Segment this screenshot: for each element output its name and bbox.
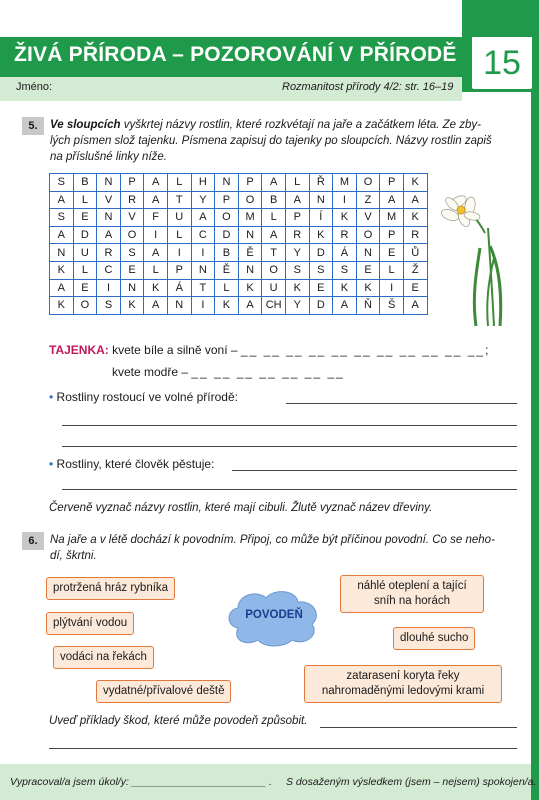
grid-cell[interactable]: A <box>50 226 74 244</box>
grid-cell[interactable]: I <box>191 297 215 315</box>
grid-cell[interactable]: A <box>50 191 74 209</box>
grid-cell[interactable]: D <box>309 244 333 262</box>
grid-cell[interactable]: A <box>144 191 168 209</box>
grid-cell[interactable]: L <box>167 174 191 192</box>
grid-cell[interactable]: S <box>50 174 74 192</box>
grid-cell[interactable]: Á <box>167 279 191 297</box>
tajenka-label: TAJENKA: <box>49 343 109 357</box>
grid-cell[interactable]: E <box>73 209 97 227</box>
task-6-text <box>50 532 520 564</box>
grid-cell[interactable]: P <box>380 226 404 244</box>
grid-cell[interactable]: I <box>333 191 357 209</box>
answer-line[interactable] <box>62 489 517 490</box>
grid-cell[interactable]: A <box>262 226 286 244</box>
page-title: ŽIVÁ PŘÍRODA – POZOROVÁNÍ V PŘÍRODĚ <box>14 43 457 66</box>
grid-cell[interactable]: V <box>356 209 380 227</box>
grid-cell[interactable]: M <box>333 174 357 192</box>
grid-cell[interactable]: Š <box>380 297 404 315</box>
cause-pill[interactable]: vodáci na řekách <box>53 646 154 669</box>
cause-pill[interactable]: plýtvání vodou <box>46 612 134 635</box>
answer-line[interactable] <box>49 748 517 749</box>
footer-left <box>10 776 272 788</box>
task-5-line1: vyškrtej názvy rostlin, které rozkvétají na jaře a začátkem léta. Ze zby- <box>120 119 481 131</box>
grid-cell[interactable]: R <box>285 226 309 244</box>
grid-cell[interactable]: I <box>191 244 215 262</box>
grid-cell[interactable]: K <box>215 297 239 315</box>
grid-cell[interactable]: K <box>50 261 74 279</box>
grid-cell[interactable]: A <box>144 174 168 192</box>
grid-cell[interactable]: B <box>262 191 286 209</box>
answer-line[interactable] <box>286 403 517 404</box>
grid-cell[interactable]: A <box>403 191 427 209</box>
bullet-wild-plants-label: Rostliny rostoucí ve volné přírodě: <box>56 390 238 404</box>
bullet-wild-plants: • Rostliny rostoucí ve volné přírodě: <box>49 390 238 404</box>
grid-cell[interactable]: F <box>144 209 168 227</box>
grid-cell[interactable]: K <box>333 279 357 297</box>
grid-cell[interactable]: E <box>356 261 380 279</box>
task-5-line2: lých písmen slož tajenku. Písmena zapisuj do tajenky po sloupcích. Názvy rostlin zapiš <box>50 135 492 147</box>
grid-cell[interactable]: K <box>285 279 309 297</box>
grid-cell[interactable]: Ů <box>403 244 427 262</box>
grid-cell[interactable]: N <box>120 279 144 297</box>
grid-cell[interactable]: N <box>238 261 262 279</box>
grid-cell[interactable]: O <box>73 297 97 315</box>
grid-cell[interactable]: R <box>333 226 357 244</box>
grid-cell[interactable]: M <box>380 209 404 227</box>
tajenka-row-2 <box>112 365 345 379</box>
grid-cell[interactable]: L <box>285 174 309 192</box>
grid-cell[interactable]: L <box>262 209 286 227</box>
tajenka-blanks-1[interactable]: __ __ __ __ __ __ __ __ __ __ __ <box>240 343 486 357</box>
task-6-line1: Na jaře a v létě dochází k povodním. Připoj, co může být příčinou povodní. Co se neho- <box>50 534 495 546</box>
grid-cell[interactable]: M <box>238 209 262 227</box>
grid-cell[interactable]: O <box>215 209 239 227</box>
grid-cell[interactable]: A <box>380 191 404 209</box>
grid-cell[interactable]: S <box>285 261 309 279</box>
grid-row <box>50 261 428 279</box>
grid-cell[interactable]: Y <box>285 244 309 262</box>
grid-cell[interactable]: L <box>73 261 97 279</box>
grid-cell[interactable]: S <box>97 297 121 315</box>
daffodil-illustration <box>430 188 518 328</box>
grid-cell[interactable]: L <box>167 226 191 244</box>
cause-pill-line: nahromaděnými ledovými krami <box>321 685 485 697</box>
side-stripe <box>531 92 539 800</box>
grid-cell[interactable]: E <box>403 279 427 297</box>
grid-cell[interactable]: Ň <box>356 297 380 315</box>
grid-cell[interactable]: A <box>333 297 357 315</box>
grid-cell[interactable]: Z <box>356 191 380 209</box>
grid-cell[interactable]: S <box>120 244 144 262</box>
grid-cell[interactable]: N <box>309 191 333 209</box>
task-6-number: 6. <box>22 532 44 550</box>
grid-row <box>50 279 428 297</box>
grid-cell[interactable]: E <box>120 261 144 279</box>
grid-cell[interactable]: P <box>238 174 262 192</box>
answer-line[interactable] <box>232 470 517 471</box>
cause-pill[interactable] <box>340 575 484 613</box>
grid-cell[interactable]: N <box>356 244 380 262</box>
grid-cell[interactable]: K <box>403 209 427 227</box>
grid-cell[interactable]: K <box>120 297 144 315</box>
cause-pill-line: sníh na horách <box>373 595 451 607</box>
cause-pill-line: zatarasení koryta řeky <box>346 670 460 682</box>
task-5-text <box>50 117 520 165</box>
answer-line[interactable] <box>62 425 517 426</box>
grid-cell[interactable]: B <box>215 244 239 262</box>
grid-cell[interactable]: I <box>167 244 191 262</box>
cause-pill-line: náhlé oteplení a tající <box>357 580 467 592</box>
cause-pill[interactable]: vydatné/přívalové deště <box>96 680 231 703</box>
cloud-label: POVODEŇ <box>245 609 303 621</box>
grid-cell[interactable]: A <box>97 226 121 244</box>
grid-cell[interactable]: E <box>73 279 97 297</box>
grid-cell[interactable]: T <box>262 244 286 262</box>
grid-cell[interactable]: N <box>215 174 239 192</box>
grid-cell[interactable]: O <box>238 191 262 209</box>
grid-cell[interactable]: E <box>380 244 404 262</box>
grid-cell[interactable]: K <box>144 279 168 297</box>
grid-cell[interactable]: U <box>262 279 286 297</box>
grid-cell[interactable]: I <box>97 279 121 297</box>
tajenka-semicolon: ; <box>485 343 489 357</box>
footer-left-blank[interactable]: _______________________ . <box>131 776 272 788</box>
grid-cell[interactable]: C <box>191 226 215 244</box>
tajenka-clue-2: kvete modře – <box>112 365 189 379</box>
footer-left-label: Vypracoval/a jsem úkol/y: <box>10 776 132 788</box>
grid-cell[interactable]: K <box>50 297 74 315</box>
grid-cell[interactable]: D <box>215 226 239 244</box>
bullet-cultivated-plants-label: Rostliny, které člověk pěstuje: <box>56 457 215 471</box>
grid-cell[interactable]: Y <box>191 191 215 209</box>
grid-cell[interactable]: A <box>285 191 309 209</box>
grid-cell[interactable]: O <box>356 226 380 244</box>
grid-cell[interactable]: V <box>120 209 144 227</box>
grid-cell[interactable]: A <box>144 297 168 315</box>
grid-cell[interactable]: L <box>144 261 168 279</box>
grid-cell[interactable]: B <box>73 174 97 192</box>
answer-line[interactable] <box>320 727 517 728</box>
grid-cell[interactable]: L <box>215 279 239 297</box>
task-6-line2: dí, škrtni. <box>50 550 97 562</box>
grid-cell[interactable]: N <box>97 174 121 192</box>
name-label: Jméno: <box>16 81 53 93</box>
word-grid <box>49 173 428 315</box>
grid-cell[interactable]: A <box>191 209 215 227</box>
grid-cell[interactable]: A <box>403 297 427 315</box>
grid-cell[interactable]: S <box>50 209 74 227</box>
grid-cell[interactable]: E <box>309 279 333 297</box>
grid-cell[interactable]: Á <box>333 244 357 262</box>
grid-row <box>50 174 428 192</box>
grid-cell[interactable]: N <box>50 244 74 262</box>
grid-cell[interactable]: R <box>120 191 144 209</box>
grid-cell[interactable]: Ě <box>215 261 239 279</box>
grid-row <box>50 226 428 244</box>
grid-cell[interactable]: O <box>120 226 144 244</box>
grid-cell[interactable]: T <box>167 191 191 209</box>
task-5-bold: Ve sloupcích <box>50 119 121 131</box>
grid-cell[interactable]: P <box>380 174 404 192</box>
grid-cell[interactable]: O <box>356 174 380 192</box>
grid-cell[interactable]: A <box>144 244 168 262</box>
grid-cell[interactable]: N <box>167 297 191 315</box>
grid-cell[interactable]: R <box>403 226 427 244</box>
grid-cell[interactable]: K <box>238 279 262 297</box>
page-number: 15 <box>483 44 521 82</box>
cause-pill[interactable]: protržená hráz rybníka <box>46 577 175 600</box>
grid-row <box>50 244 428 262</box>
tajenka-clue-1: kvete bíle a silně voní – <box>112 343 238 357</box>
grid-cell[interactable]: N <box>191 261 215 279</box>
grid-cell[interactable]: P <box>215 191 239 209</box>
grid-cell[interactable]: Ř <box>309 174 333 192</box>
color-instruction: Červeně vyznač názvy rostlin, které mají cibuli. Žlutě vyznač název dřeviny. <box>49 502 433 514</box>
grid-cell[interactable]: L <box>73 191 97 209</box>
grid-cell[interactable]: H <box>191 174 215 192</box>
tajenka-blanks-2[interactable]: __ __ __ __ __ __ __ <box>191 365 345 379</box>
grid-cell[interactable]: P <box>285 209 309 227</box>
grid-cell[interactable]: P <box>167 261 191 279</box>
grid-cell[interactable]: V <box>97 191 121 209</box>
grid-cell[interactable]: R <box>97 244 121 262</box>
cause-pill[interactable]: dlouhé sucho <box>393 627 475 650</box>
footer-right: S dosaženým výsledkem (jsem – nejsem) spokojen/a. <box>286 776 537 788</box>
damage-prompt: Uveď příklady škod, které může povodeň způsobit. <box>49 715 308 727</box>
answer-line[interactable] <box>62 446 517 447</box>
grid-row <box>50 209 428 227</box>
task-5-line3: na příslušné linky níže. <box>50 151 167 163</box>
grid-cell[interactable]: S <box>333 261 357 279</box>
grid-cell[interactable]: T <box>191 279 215 297</box>
grid-cell[interactable]: I <box>144 226 168 244</box>
bullet-cultivated-plants: • Rostliny, které člověk pěstuje: <box>49 457 215 471</box>
grid-cell[interactable]: K <box>356 279 380 297</box>
grid-cell[interactable]: D <box>309 297 333 315</box>
grid-cell[interactable]: N <box>238 226 262 244</box>
grid-cell[interactable]: A <box>238 297 262 315</box>
grid-cell[interactable]: K <box>403 174 427 192</box>
grid-cell[interactable]: A <box>262 174 286 192</box>
grid-cell[interactable]: P <box>120 174 144 192</box>
grid-row <box>50 297 428 315</box>
grid-cell[interactable]: L <box>380 261 404 279</box>
grid-cell[interactable]: K <box>333 209 357 227</box>
grid-row <box>50 191 428 209</box>
grid-cell[interactable]: D <box>73 226 97 244</box>
grid-cell[interactable]: C <box>97 261 121 279</box>
cause-pill[interactable] <box>304 665 502 703</box>
grid-cell[interactable]: CH <box>262 297 286 315</box>
grid-cell[interactable]: A <box>50 279 74 297</box>
source-reference: Rozmanitost přírody 4/2: str. 16–19 <box>282 81 454 93</box>
grid-cell[interactable]: N <box>97 209 121 227</box>
tajenka-row-1 <box>49 343 488 357</box>
grid-cell[interactable]: Í <box>309 209 333 227</box>
grid-cell[interactable]: O <box>262 261 286 279</box>
grid-cell[interactable]: I <box>380 279 404 297</box>
task-5-number: 5. <box>22 117 44 135</box>
grid-cell[interactable]: Ě <box>238 244 262 262</box>
grid-cell[interactable]: K <box>309 226 333 244</box>
grid-cell[interactable]: Y <box>285 297 309 315</box>
grid-cell[interactable]: U <box>167 209 191 227</box>
grid-cell[interactable]: S <box>309 261 333 279</box>
grid-cell[interactable]: Ž <box>403 261 427 279</box>
grid-cell[interactable]: U <box>73 244 97 262</box>
